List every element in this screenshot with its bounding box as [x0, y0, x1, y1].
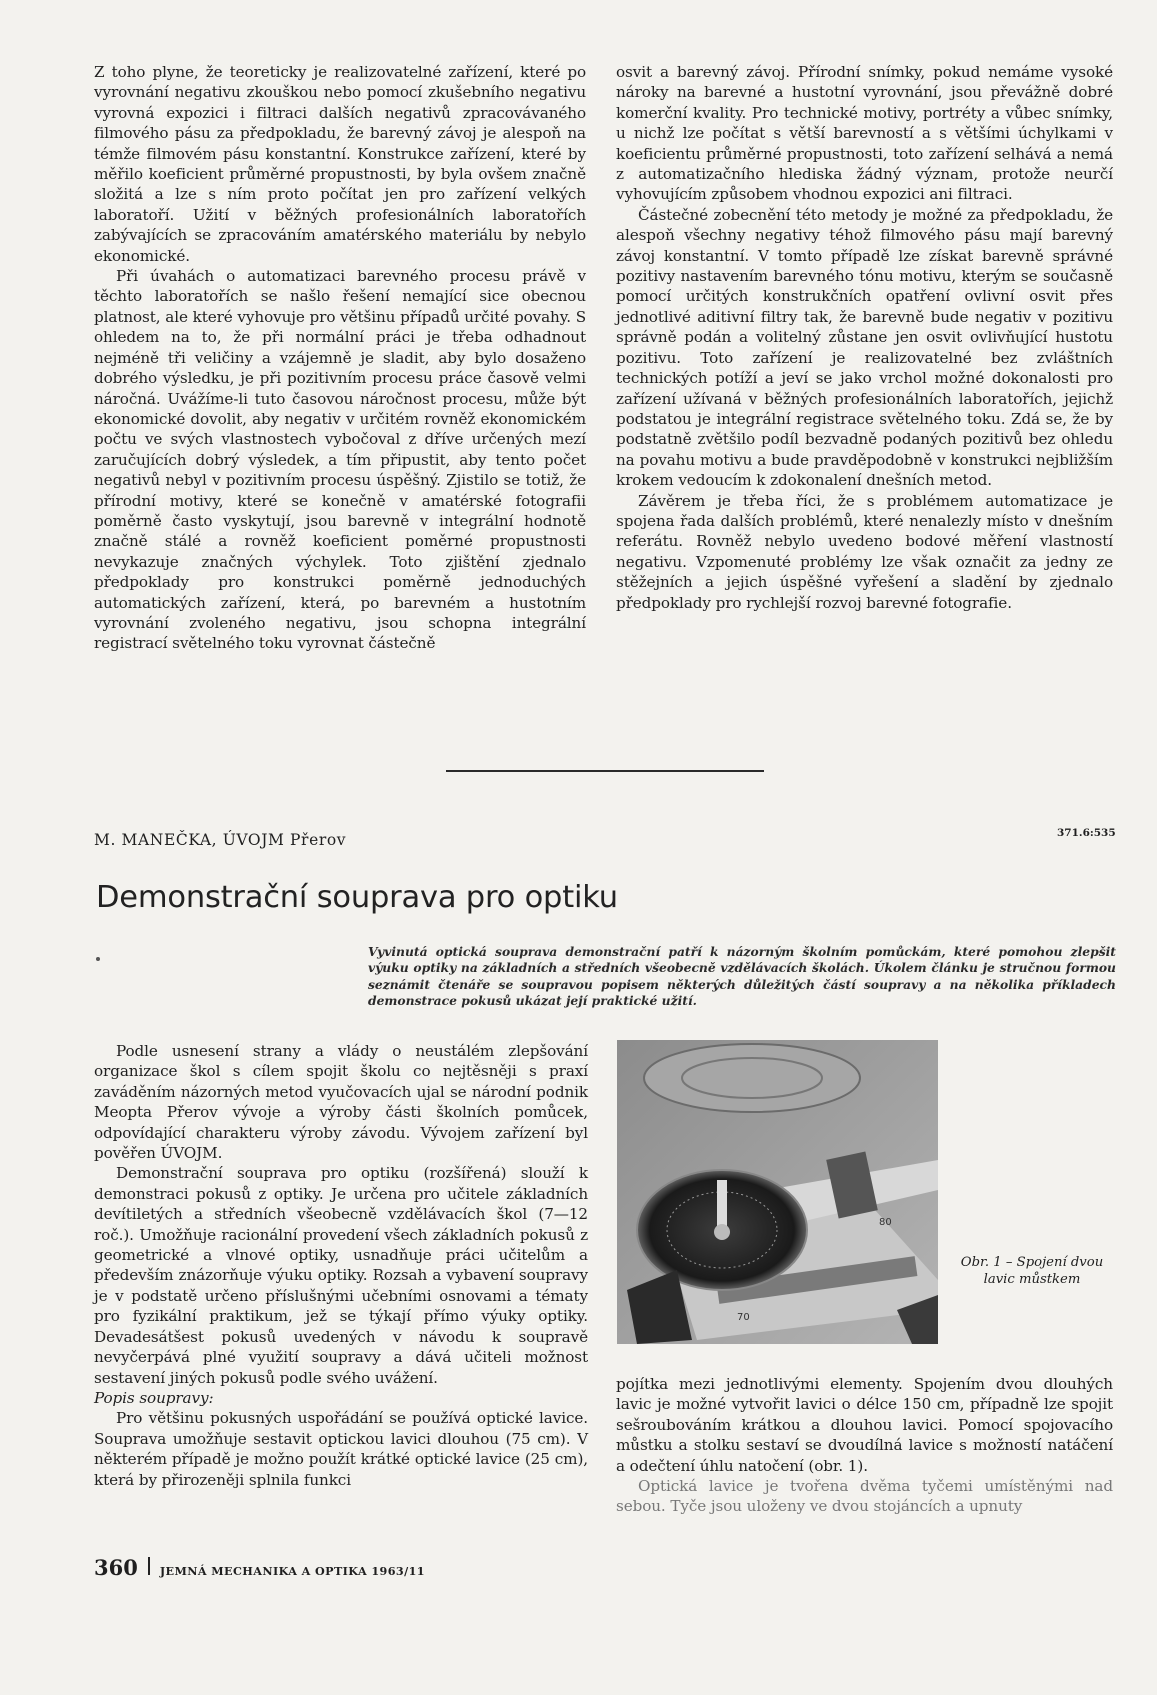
scale-label: 80 [879, 1217, 892, 1228]
bottom-left-column [94, 1041, 588, 1490]
journal-name: JEMNÁ MECHANIKA A OPTIKA 1963/11 [159, 1564, 425, 1578]
article-abstract: Vyvinutá optická souprava demonstrační patří k názorným školním pomůckám, které pomohou zlepšit výuku optiky na základních a středních všeobecně vzdělávacích školách. Úkolem článku je stručnou formou seznámit čtenáře se soupravou popisem některých důležitých částí soupravy a na několika příkladech demonstrace pokusů ukázat její praktické užití. [368, 944, 1116, 1008]
paragraph: Pro většinu pokusných uspořádání se používá optické lavice. Souprava umožňuje sestavit optickou lavici dlouhou (75 cm). V některém případě je možno použít krátké optické lavice (25 cm), která by přirozeněji splnila funkci [94, 1409, 588, 1489]
author-byline: M. MANEČKA, ÚVOJM Přerov [94, 831, 347, 849]
paragraph: Optická lavice je tvořena dvěma tyčemi umístěnými nad sebou. Tyče jsou uloženy ve dvou stojáncích a upnuty [616, 1477, 1113, 1516]
paragraph: Demonstrační souprava pro optiku (rozšířená) slouží k demonstraci pokusů z optiky. Je určena pro učitele základních devítiletých a středních všeobecně vzdělávacích škol (7—12 roč.). Umožňuje racionální provedení všech základních pokusů z geometrické a vlnové optiky, usnadňuje práci učitelům a především znázorňuje výuku optiky. Rozsah a vybavení soupravy je v podstatě určeno příslušnými učebními osnovami a tématy pro fyzikální praktikum, jež se týkají přímo výuky optiky. Devadesátšest pokusů uvedených v návodu k soupravě nevyčerpává plné využití soupravy a dává učiteli možnost sestavení jiných pokusů podle svého uvážení. [94, 1164, 588, 1387]
page-footer [94, 1555, 425, 1580]
paragraph: Závěrem je třeba říci, že s problémem automatizace je spojena řada dalších problémů, které nenalezly místo v dnešním referátu. Rovněž nebylo uvedeno bodové měření vlastností negativu. Vzpomenuté problémy lze však označit za jedny ze stěžejních a jejich úspěšné vyřešení a sladění by zjednalo předpoklady pro rychlejší rozvoj barevné fotografie. [616, 491, 1113, 612]
footer-divider [148, 1557, 150, 1575]
figure-caption: Obr. 1 – Spojení dvou lavic můstkem [960, 1255, 1104, 1287]
section-divider [446, 770, 764, 772]
paragraph: Při úvahách o automatizaci barevného procesu právě v těchto laboratořích se našlo řešení nemající sice obecnou platnost, ale které vyhovuje pro většinu případů určité povahy. S ohledem na to, že při normální práci je třeba odhadnout nejméně tři veličiny a vzájemně je sladit, aby bylo dosaženo dobrého výsledku, je při pozitivním procesu práce časově velmi náročná. Uvážíme-li tuto časovou náročnost procesu, může být ekonomické dovolit, aby negativ v určitém rovněž ekonomickém počtu ve svých vlastnostech vybočoval z dříve určených mezí zaručujících dobrý výsledek, a tím připustit, aby tento počet negativů nebyl v pozitivním procesu úspěšný. Zjistilo se totiž, že přírodní motivy, které se konečně v amatérské fotografii poměrně často vyskytují, jsou barevně v integrální hodnotě značně stálé a rovněž koeficient poměrné propustnosti nevykazuje značných výchylek. Toto zjištění zjednalo předpoklady pro konstrukci poměrně jednoduchých automatických zařízení, která, po barevném a hustotním vyrovnání zvoleného negativu, jsou schopna integrální registrací světelného toku vyrovnat částečně [94, 267, 586, 653]
article-title: Demonstrační souprava pro optiku [96, 880, 618, 915]
paragraph: Podle usnesení strany a vlády o neustálém zlepšování organizace škol s cílem spojit školu co nejtěsněji s praxí zaváděním názorných metod vyučovacích ujal se národní podnik Meopta Přerov vývoje a výroby části školních pomůcek, odpovídající charakteru výroby závodu. Vývojem zařízení byl pověřen ÚVOJM. [94, 1042, 588, 1163]
paragraph: osvit a barevný závoj. Přírodní snímky, pokud nemáme vysoké nároky na barevné a hustotní vyrovnání, jsou převážně dobré komerční kvality. Pro technické motivy, portréty a vůbec snímky, u nichž lze počítat s větší barevností a s většími úchylkami v koeficientu průměrné propustnosti, toto zařízení selhává a nemá z automatizačního hlediska žádný význam, protože neurčí vyhovujícím způsobem vhodnou expozici ani filtraci. [616, 63, 1113, 204]
scale-label: 70 [737, 1312, 750, 1323]
optical-bench-photo [617, 1040, 938, 1344]
section-heading: Popis soupravy: [94, 1388, 214, 1407]
udc-code: 371.6:535 [1057, 827, 1116, 839]
print-speck [96, 957, 100, 961]
top-right-column [616, 62, 1113, 613]
bottom-right-column [616, 1374, 1113, 1517]
figure-photo [617, 1040, 938, 1344]
paragraph: Z toho plyne, že teoreticky je realizovatelné zařízení, které po vyrovnání negativu zkouškou nebo pomocí zkušebního negativu vyrovná expozici i filtraci dalších negativů zpracovávaného filmového pásu za předpokladu, že barevný závoj je alespoň na témže filmovém pásu konstantní. Konstrukce zařízení, které by měřilo koeficient průměrné propustnosti, by byla ovšem značně složitá a lze s ním proto počítat jen pro zařízení velkých laboratoří. Užití v běžných profesionálních laboratořích zabývajících se zpracováním amatérského materiálu by nebylo ekonomické. [94, 63, 586, 265]
paragraph: pojítka mezi jednotlivými elementy. Spojením dvou dlouhých lavic je možné vytvořit lavici o délce 150 cm, případně lze spojit sešroubováním krátkou a dlouhou lavici. Pomocí spojovacího můstku a stolku sestaví se dvoudílná lavice s možností natáčení a odečtení úhlu natočení (obr. 1). [616, 1375, 1113, 1475]
page-number: 360 [94, 1555, 138, 1580]
top-left-column [94, 62, 586, 654]
paragraph: Částečné zobecnění této metody je možné za předpokladu, že alespoň všechny negativy téhož filmového pásu mají barevný závoj konstantní. V tomto případě lze získat barevně správné pozitivy nastavením barevného tónu motivu, kterým se současně pomocí určitých konstrukčních opatření ovlivní osvit přes jednotlivé aditivní filtry tak, že barevně bude negativ v pozitivu správně podán a volitelný zůstane jen osvit ovlivňující hustotu pozitivu. Toto zařízení je realizovatelné bez zvláštních technických potíží a jeví se jako vrchol možné dokonalosti pro zařízení užívaná v běžných profesionálních laboratořích, jejichž podstatou je integrální registrace světelného toku. Zdá se, že by podstatně zvětšilo podíl bezvadně podaných pozitivů bez ohledu na povahu motivu a bude pravděpodobně v konstrukci nejbližším krokem vedoucím k zdokonalení dnešních metod. [616, 205, 1113, 490]
